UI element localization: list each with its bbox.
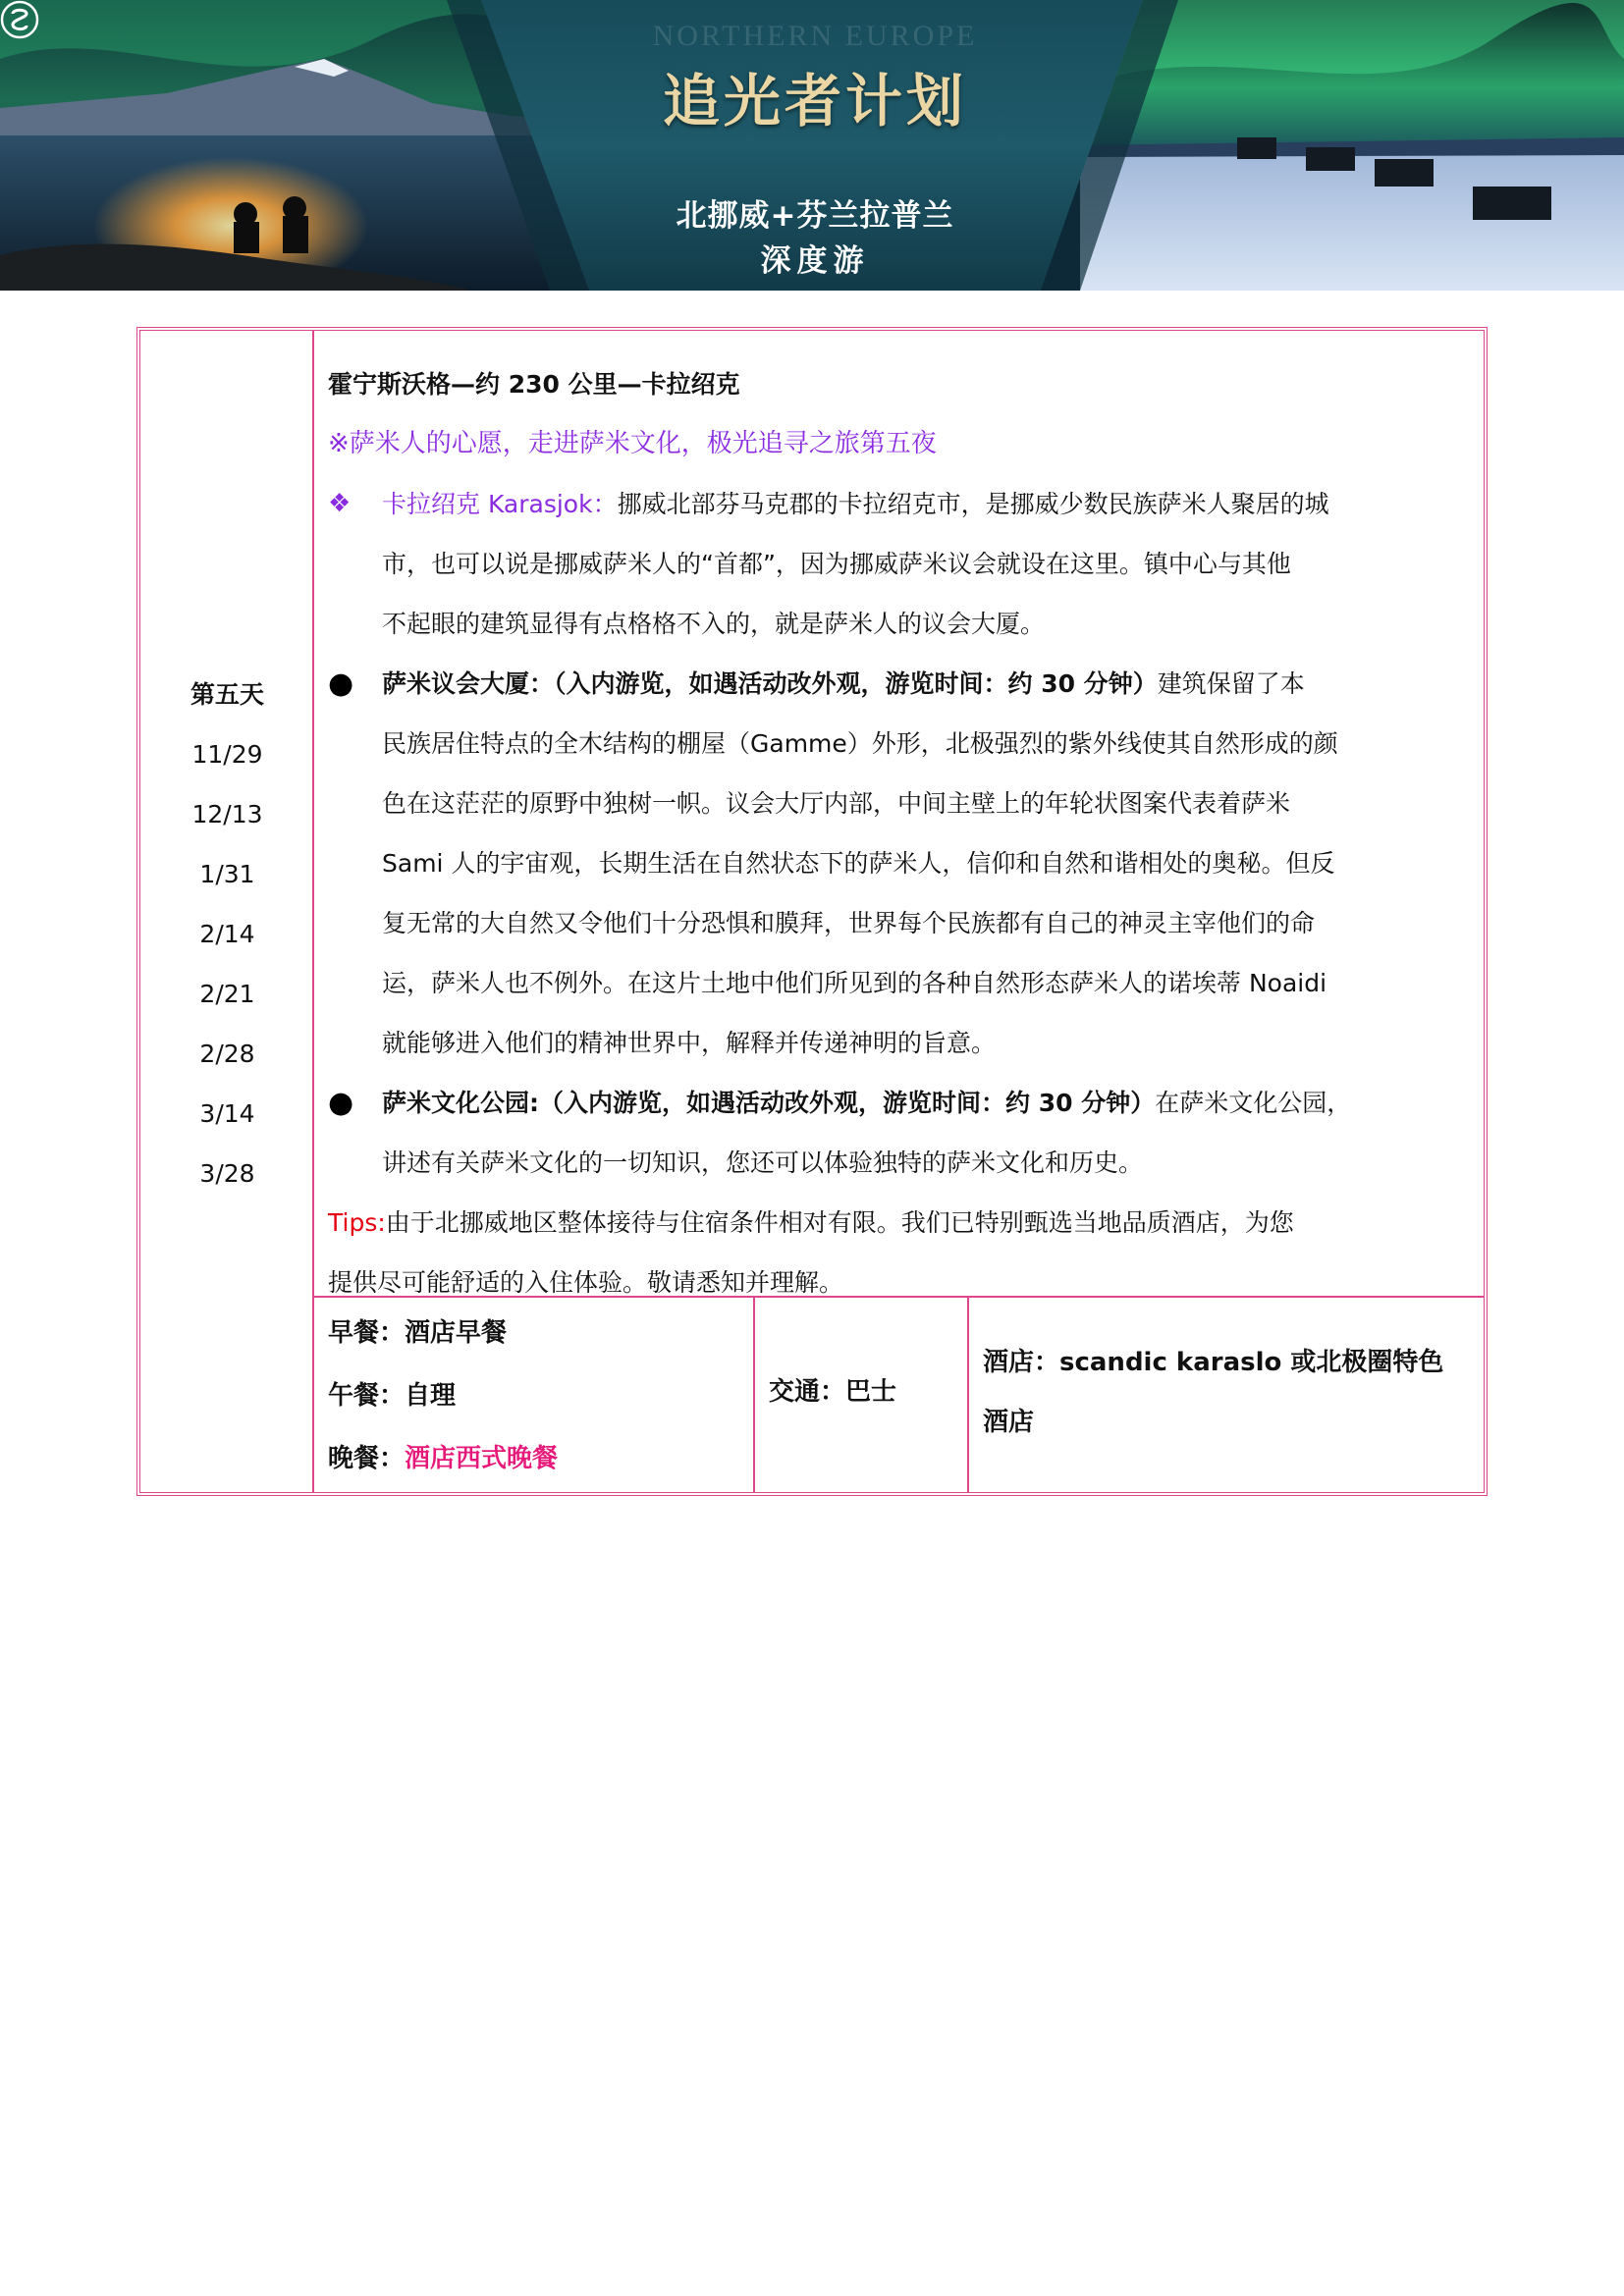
transport-info: 交通：巴士 bbox=[769, 1377, 897, 1407]
day-date: 12/13 bbox=[191, 800, 263, 828]
tips-text: 提供尽可能舒适的入住体验。敬请悉知并理解。 bbox=[328, 1268, 844, 1297]
parliament-title: 萨米议会大厦：（入内游览，如遇活动改外观，游览时间：约 30 分钟） bbox=[382, 669, 1158, 698]
banner-subtitle-line2: 深度游 bbox=[760, 243, 870, 279]
culture-park-title: 萨米文化公园 bbox=[382, 1089, 530, 1117]
karasjok-text: 挪威北部芬马克郡的卡拉绍克市，是挪威少数民族萨米人聚居的城 bbox=[617, 490, 1329, 518]
route-heading: 霍宁斯沃格—约 230 公里—卡拉绍克 bbox=[328, 370, 740, 399]
day-theme: ※萨米人的心愿，走进萨米文化，极光追寻之旅第五夜 bbox=[328, 429, 937, 458]
culture-park-visit-info: :（入内游览，如遇活动改外观，游览时间：约 30 分钟） bbox=[529, 1089, 1156, 1117]
banner-title: 追光者计划 bbox=[662, 68, 967, 134]
banner-watermark: NORTHERN EUROPE bbox=[652, 20, 978, 52]
culture-park-text: 在萨米文化公园， bbox=[1155, 1089, 1352, 1117]
day-label: 第五天 bbox=[189, 680, 264, 709]
parliament-text: 运，萨米人也不例外。在这片土地中他们所见到的各种自然形态萨米人的诺埃蒂 Noaidi bbox=[382, 969, 1327, 997]
hotel-info bbox=[983, 1333, 1474, 1453]
dinner-label: 晚餐： bbox=[328, 1444, 406, 1473]
day-date: 3/28 bbox=[199, 1159, 255, 1188]
culture-park-text: 讲述有关萨米文化的一切知识，您还可以体验独特的萨米文化和历史。 bbox=[382, 1148, 1144, 1177]
day-date: 1/31 bbox=[199, 860, 255, 888]
parliament-text: 民族居住特点的全木结构的棚屋（Gamme）外形，北极强烈的紫外线使其自然形成的颜 bbox=[382, 729, 1338, 758]
transport-cell bbox=[755, 1298, 969, 1492]
lunch-info: 午餐：自理 bbox=[328, 1381, 457, 1411]
itinerary-table bbox=[136, 327, 1488, 1496]
day-list bbox=[140, 665, 314, 1203]
hotel-info-line: 酒店：scandic karaslo 或北极圈特色 bbox=[983, 1348, 1444, 1377]
culture-park-section bbox=[328, 1073, 1471, 1193]
brand-logo-icon bbox=[0, 0, 39, 39]
day-date: 2/14 bbox=[199, 920, 255, 948]
parliament-text: Sami 人的宇宙观，长期生活在自然状态下的萨米人，信仰和自然和谐相处的奥秘。但反 bbox=[382, 849, 1335, 878]
dot-bullet-icon: ● bbox=[328, 1086, 354, 1120]
parliament-text: 色在这茫茫的原野中独树一帜。议会大厅内部，中间主壁上的年轮状图案代表着萨米 bbox=[382, 789, 1291, 818]
day-column bbox=[140, 331, 314, 1492]
diamond-bullet-icon: ❖ bbox=[328, 489, 352, 518]
breakfast-info: 早餐：酒店早餐 bbox=[328, 1318, 508, 1348]
tips-label: Tips: bbox=[328, 1208, 386, 1237]
day-content-cell bbox=[314, 331, 1484, 1298]
day-date: 2/21 bbox=[199, 980, 255, 1008]
parliament-text: 就能够进入他们的精神世界中，解释并传递神明的旨意。 bbox=[382, 1029, 997, 1057]
dinner-value: 酒店西式晚餐 bbox=[405, 1444, 559, 1473]
tips-text: 由于北挪威地区整体接待与住宿条件相对有限。我们已特别甄选当地品质酒店，为您 bbox=[385, 1208, 1294, 1237]
meals-cell bbox=[314, 1298, 755, 1492]
day-date: 2/28 bbox=[199, 1040, 255, 1068]
karasjok-text: 不起眼的建筑显得有点格格不入的，就是萨米人的议会大厦。 bbox=[382, 610, 1046, 638]
dot-bullet-icon: ● bbox=[328, 667, 354, 701]
tips-section bbox=[328, 1193, 1471, 1312]
parliament-section bbox=[328, 654, 1471, 1073]
day-content bbox=[328, 354, 1471, 1312]
karasjok-section bbox=[328, 474, 1471, 654]
day-date: 3/14 bbox=[199, 1099, 255, 1128]
hotel-cell bbox=[969, 1298, 1484, 1492]
karasjok-name: 卡拉绍克 Karasjok： bbox=[382, 490, 618, 518]
karasjok-text: 市，也可以说是挪威萨米人的“首都”，因为挪威萨米议会就设在这里。镇中心与其他 bbox=[382, 550, 1291, 578]
day-date: 11/29 bbox=[191, 740, 263, 769]
dinner-info bbox=[328, 1429, 558, 1489]
parliament-text: 复无常的大自然又令他们十分恐惧和膜拜，世界每个民族都有自己的神灵主宰他们的命 bbox=[382, 909, 1316, 937]
header-banner bbox=[0, 0, 1624, 291]
hotel-info-line: 酒店 bbox=[983, 1408, 1035, 1437]
parliament-text: 建筑保留了本 bbox=[1157, 669, 1305, 698]
banner-subtitle-line1: 北挪威+芬兰拉普兰 bbox=[676, 198, 954, 234]
